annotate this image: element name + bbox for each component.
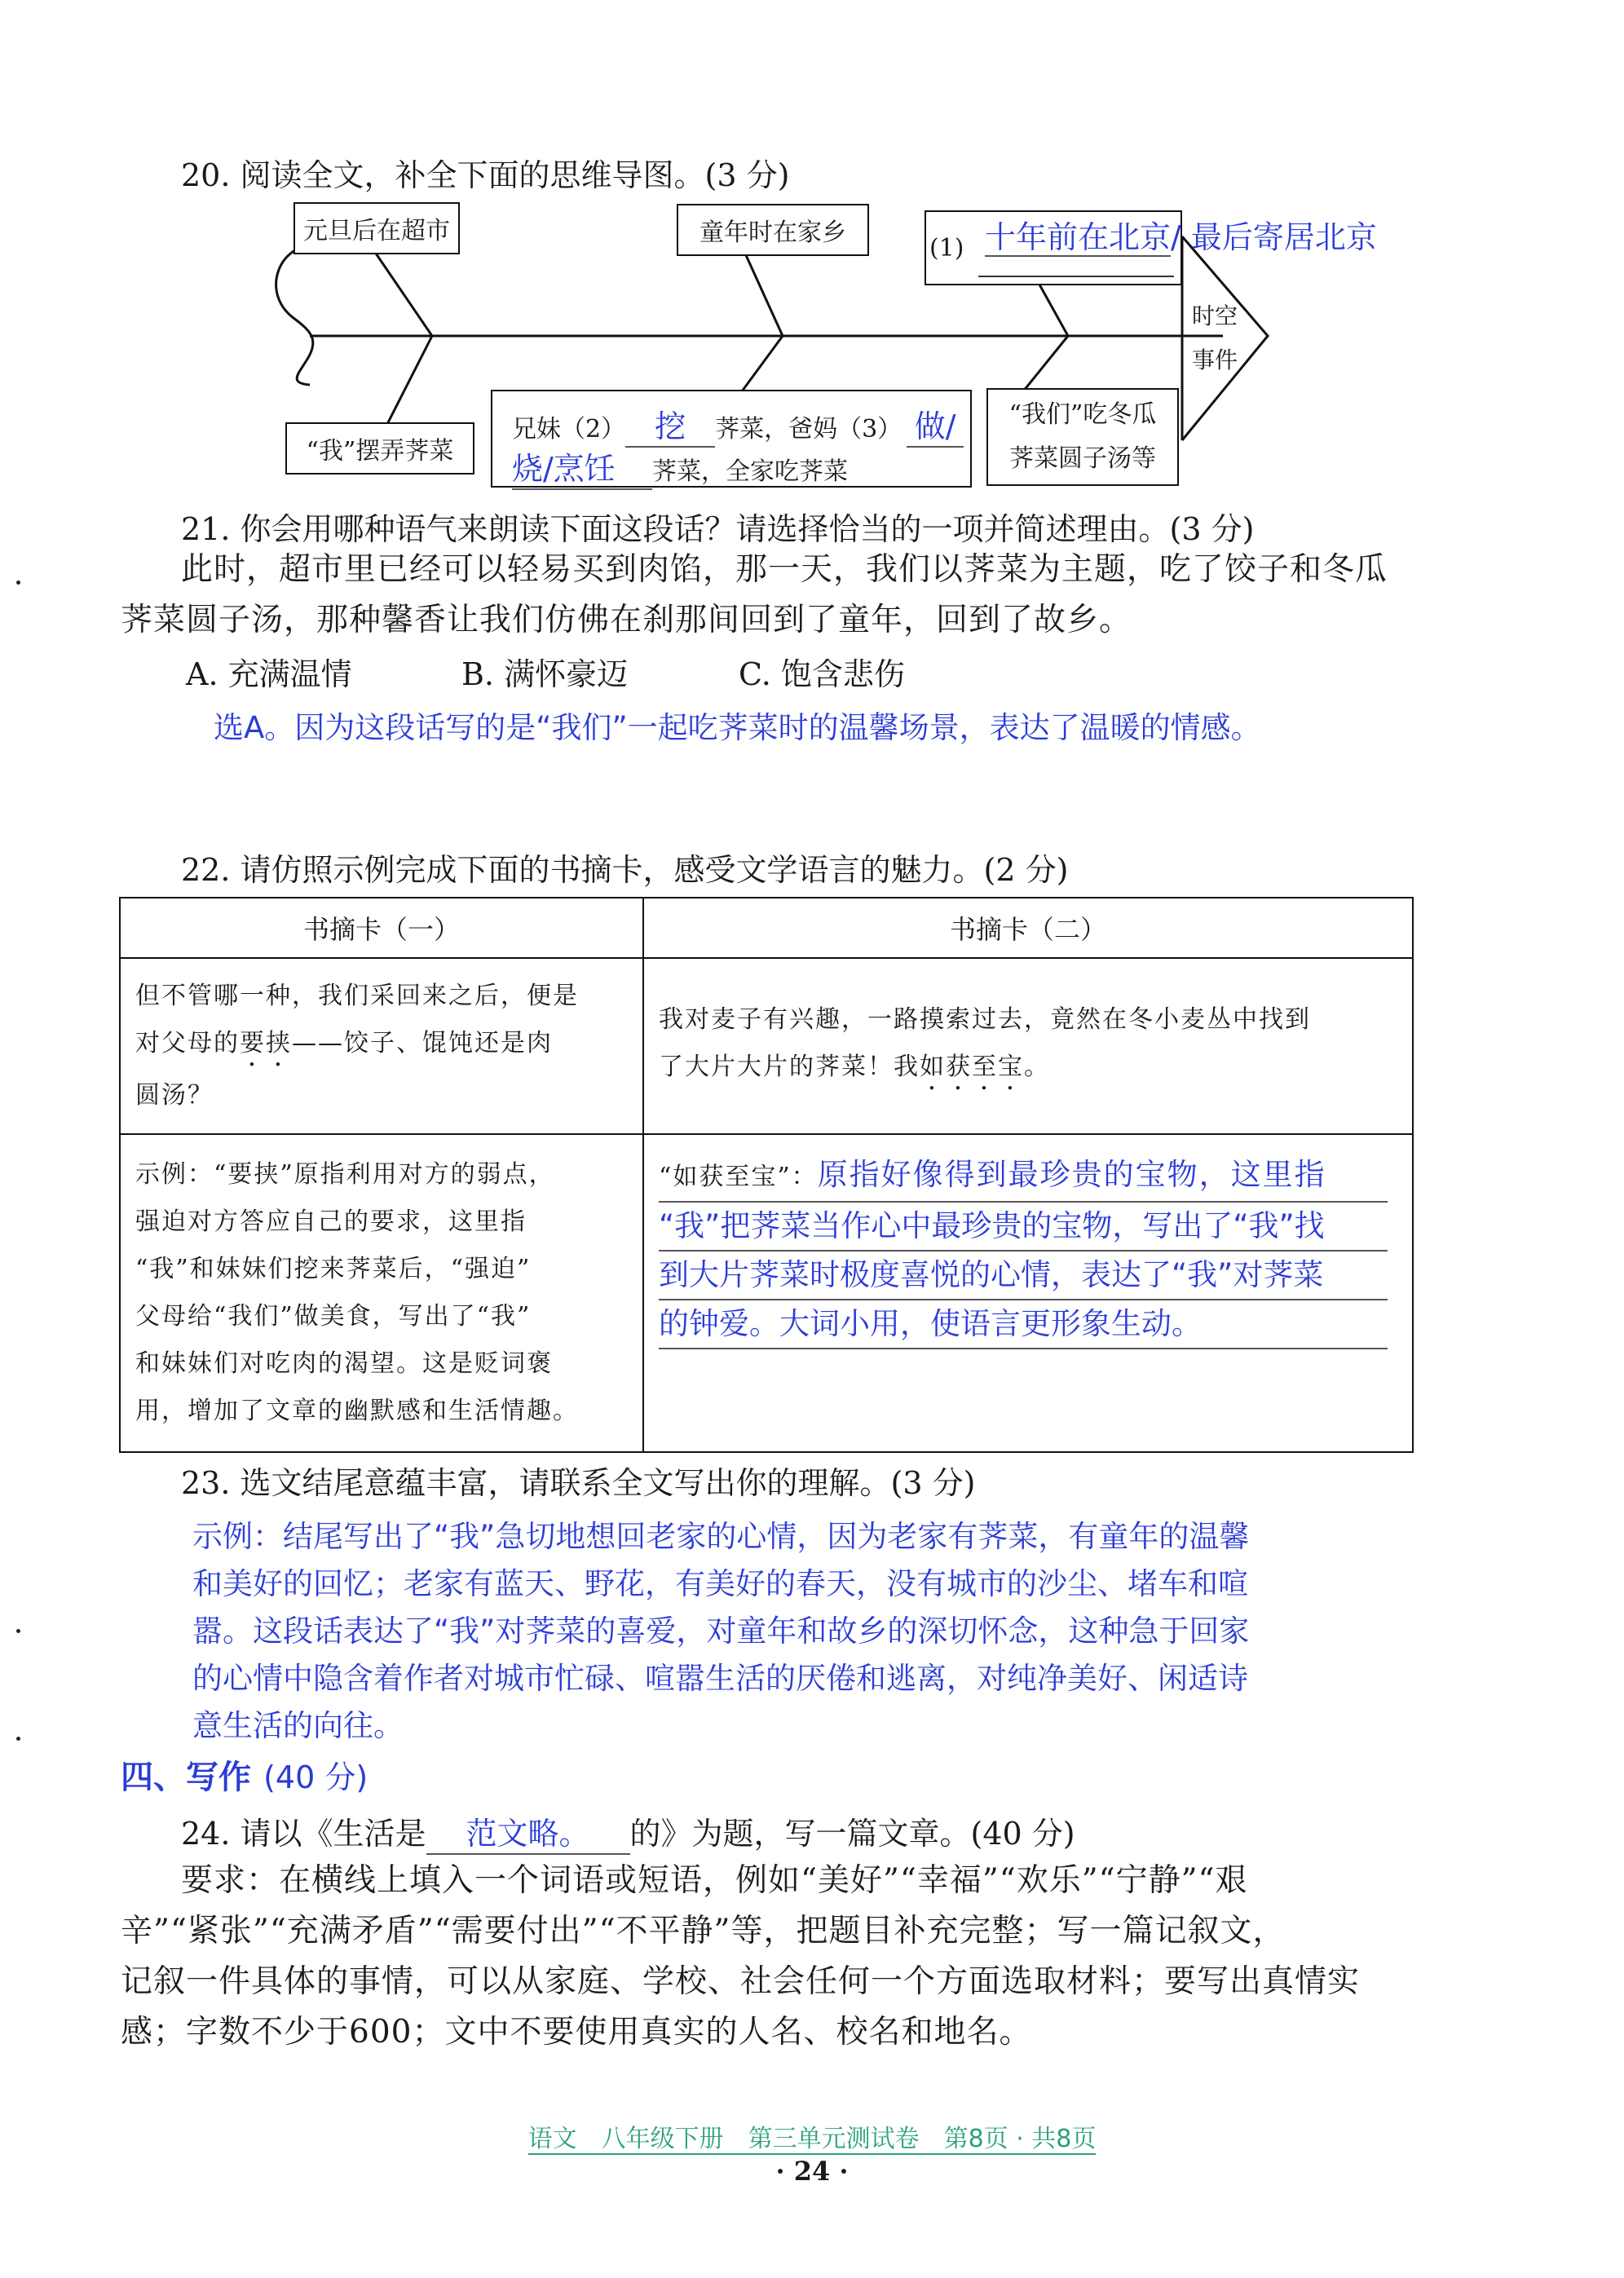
page-number: · 24 · xyxy=(775,2156,849,2187)
footer-text: 语文 八年级下册 第三单元测试卷 第8页 · 共8页 xyxy=(527,2125,1097,2153)
q21-passage-line1: 此时，超市里已经可以轻易买到肉馅，那一天，我们以荠菜为主题，吃了饺子和冬瓜 xyxy=(181,551,1388,588)
q20-title: 20. 阅读全文，补全下面的思维导图。(3 分) xyxy=(181,157,790,193)
margin-dot xyxy=(16,1629,20,1633)
box-event-siblings-line2: 烧/烹饪 荠菜，全家吃荠菜 xyxy=(512,444,848,490)
q24-title: 24. 请以《生活是 范文略。 的》为题，写一篇文章。(40 分) xyxy=(181,1808,1075,1855)
answer-dig: 挖 xyxy=(625,401,715,448)
box-event-me: “我”摆弄荠菜 xyxy=(285,422,474,475)
excerpt-card-table xyxy=(119,897,1414,1453)
box-event-soup: “我们”吃冬瓜 荠菜圆子汤等 xyxy=(986,388,1179,486)
q22-title: 22. 请仿照示例完成下面的书摘卡，感受文学语言的魅力。(2 分) xyxy=(181,852,1069,888)
margin-dot xyxy=(16,1737,20,1741)
card2-excerpt: 我对麦子有兴趣，一路摸索过去，竟然在冬小麦丛中找到 了大片大片的荠菜！我如获至宝。 xyxy=(643,958,1413,1134)
answer-time-beijing: 十年前在北京/ 最后寄居北京 xyxy=(985,219,1377,255)
answer-cook-a: 做/ xyxy=(907,401,964,448)
label-event: 事件 xyxy=(1192,347,1238,373)
box-time-supermarket: 元旦后在超市 xyxy=(293,202,460,254)
q23-answer: 示例：结尾写出了“我”急切地想回老家的心情，因为老家有荠菜，有童年的温馨 和美好的回忆；老家有蓝天、野花，有美好的春天，没有城市的沙尘、堵车和喧 嚣。这段话表达了“我”对荠菜的喜爱，对童年和故乡的深切怀念，这种急于回家 的心情中隐含着作者对城市忙碌、喧嚣生活的厌倦和逃离，对纯净美好、闲适诗 意生活的向往。 xyxy=(192,1519,1250,1743)
answer-cook-b: 烧/烹饪 xyxy=(512,444,652,490)
margin-dot xyxy=(16,581,20,585)
q24-answer: 范文略。 xyxy=(426,1808,630,1855)
card1-example: 示例：“要挟”原指利用对方的弱点， 强迫对方答应自己的要求，这里指 “我”和妹妹们挖来荠菜后，“强迫” 父母给“我们”做美食，写出了“我” 和妹妹们对吃肉的渴望。这是贬词褒 用，增加了文章的幽默感和生活情趣。 xyxy=(120,1134,643,1452)
q21-option-c: C. 饱含悲伤 xyxy=(739,656,905,692)
fish-head-shape xyxy=(276,245,316,385)
card2-answer: “如获至宝”：原指好像得到最珍贵的宝物，这里指 “我”把荠菜当作心中最珍贵的宝物，写出了“我”找 到大片荠菜时极度喜悦的心情，表达了“我”对荠菜 的钟爱。大词小用，使语言更形象生动。 xyxy=(643,1134,1413,1452)
box-event-siblings-line1: 兄妹（2） 挖 荠菜，爸妈（3） 做/ xyxy=(512,401,964,448)
card1-header: 书摘卡（一） xyxy=(120,898,643,958)
fish-tail xyxy=(1182,236,1268,440)
card1-excerpt: 但不管哪一种，我们采回来之后，便是 对父母的要挟——饺子、馄饨还是肉 圆汤？ xyxy=(120,958,643,1134)
q21-option-a: A. 充满温情 xyxy=(186,656,352,692)
box-time-hometown: 童年时在家乡 xyxy=(677,204,869,256)
label-time: 时空 xyxy=(1192,302,1238,329)
q21-passage-line2: 荠菜圆子汤，那种馨香让我们仿佛在刹那间回到了童年，回到了故乡。 xyxy=(121,602,1132,638)
q24-requirements: 要求：在横线上填入一个词语或短语，例如“美好”“幸福”“欢乐”“宁静”“艰 辛”“紧张”“充满矛盾”“需要付出”“不平静”等，把题目补充完整；写一篇记叙文， 记叙一件具体的事情，可以从家庭、学校、社会任何一个方面选取材料；要写出真情实 感；字数不少于600；文中不要使用真实的人名、校名和地名。 xyxy=(121,1862,1361,2051)
q21-title: 21. 你会用哪种语气来朗读下面这段话？请选择恰当的一项并简述理由。(3 分) xyxy=(181,511,1255,547)
emphasized-ruhuozhibao: 如获至宝 xyxy=(920,1053,1024,1081)
q21-option-b: B. 满怀豪迈 xyxy=(461,656,629,692)
box-time-beijing-prefix: (1) xyxy=(929,233,964,263)
blank-line xyxy=(978,276,1174,277)
emphasized-yaoxie: 要挟 xyxy=(240,1029,292,1057)
card2-header: 书摘卡（二） xyxy=(643,898,1413,958)
section-writing-heading: 四、写作 (40 分) xyxy=(121,1759,368,1796)
q21-answer: 选A。因为这段话写的是“我们”一起吃荠菜时的温馨场景，表达了温暖的情感。 xyxy=(214,710,1261,745)
q23-title: 23. 选文结尾意蕴丰富，请联系全文写出你的理解。(3 分) xyxy=(181,1465,976,1501)
